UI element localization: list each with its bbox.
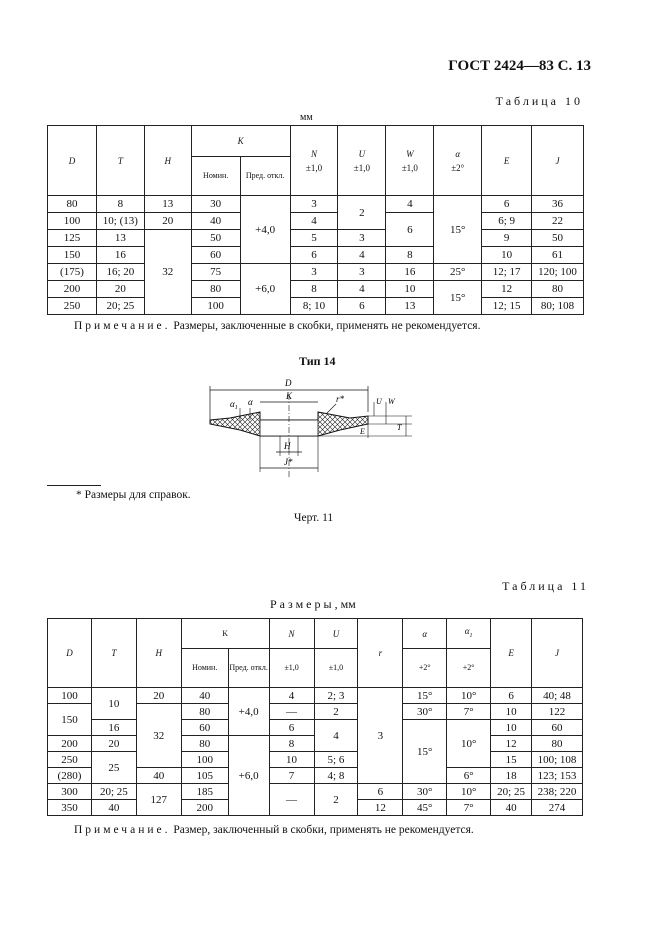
t10-head-E: E — [482, 126, 532, 196]
t11-cell: 40; 48 — [532, 688, 583, 704]
t11-cell: — — [269, 784, 314, 816]
t10-cell: 15° — [434, 281, 482, 315]
t11-cell: 7° — [447, 800, 491, 816]
t10-cell: 80 — [191, 281, 240, 298]
figure-footnote: * Размеры для справок. — [76, 489, 191, 501]
t11-cell: 10 — [91, 688, 136, 720]
t11-cell: +4,0 — [228, 688, 269, 736]
table11-caption: Таблица 11 — [502, 579, 589, 593]
t10-cell: 61 — [532, 247, 584, 264]
t10-cell: 200 — [48, 281, 97, 298]
t11-head-N: N — [269, 619, 314, 649]
t11-cell: 350 — [48, 800, 92, 816]
t11-cell: 40 — [491, 800, 532, 816]
t10-head-U: U ±1,0 — [338, 126, 386, 196]
t10-cell: 6; 9 — [482, 213, 532, 230]
t11-cell: 40 — [136, 768, 181, 784]
figure-caption: Черт. 11 — [294, 512, 334, 524]
t10-cell: +6,0 — [240, 264, 290, 315]
t11-cell: 4; 8 — [314, 768, 358, 784]
t10-cell: 12; 17 — [482, 264, 532, 281]
t11-cell: 80 — [532, 736, 583, 752]
t11-cell: 60 — [181, 720, 228, 736]
t10-cell: 3 — [338, 230, 386, 247]
t11-head-alpha: α — [403, 619, 447, 649]
t10-head-J: J — [532, 126, 584, 196]
t11-cell: 18 — [491, 768, 532, 784]
t10-head-W: W ±1,0 — [386, 126, 434, 196]
t10-cell: 6 — [338, 298, 386, 315]
t11-cell: 2 — [314, 784, 358, 816]
t10-cell: 13 — [386, 298, 434, 315]
t11-head-U: U — [314, 619, 358, 649]
t11-cell: 60 — [532, 720, 583, 736]
t11-head-H: H — [136, 619, 181, 688]
t11-cell: 5; 6 — [314, 752, 358, 768]
t11-cell: 20 — [91, 736, 136, 752]
t10-cell: 6 — [386, 213, 434, 247]
t10-cell: 125 — [48, 230, 97, 247]
label-T: T — [397, 423, 402, 432]
t11-cell: 100 — [181, 752, 228, 768]
t11-cell: 200 — [181, 800, 228, 816]
t10-head-H: H — [144, 126, 191, 196]
t11-cell: 3 — [358, 688, 403, 784]
t11-head-alpha1: $\alpha_1$ — [447, 619, 491, 649]
t11-cell: 6° — [447, 768, 491, 784]
t10-cell: 12; 15 — [482, 298, 532, 315]
t11-cell: 200 — [48, 736, 92, 752]
t11-cell: 122 — [532, 704, 583, 720]
t11-cell: +6,0 — [228, 736, 269, 816]
t11-cell: 2 — [314, 704, 358, 720]
label-r: r* — [336, 394, 345, 404]
t11-head-E: E — [491, 619, 532, 688]
t11-head-T: T — [91, 619, 136, 688]
t11-cell: 6 — [358, 784, 403, 800]
footnote-rule — [47, 485, 101, 486]
t11-head-D: D — [48, 619, 92, 688]
t11-cell: 20; 25 — [91, 784, 136, 800]
t10-head-K: K — [191, 126, 290, 157]
t11-cell: 10 — [491, 704, 532, 720]
t11-head-alpha-tol: +2° — [403, 649, 447, 688]
table10-note: Примечание. Размеры, заключенные в скобки, применять не рекомендуется. — [74, 320, 481, 332]
figure-title: Тип 14 — [299, 354, 336, 368]
t10-cell: 150 — [48, 247, 97, 264]
table11-note: Примечание. Размер, заключенный в скобки, применять не рекомендуется. — [74, 824, 474, 836]
table10 — [47, 125, 584, 315]
t11-cell: 10° — [447, 688, 491, 704]
t11-head-U-tol: ±1,0 — [314, 649, 358, 688]
t11-cell: 185 — [181, 784, 228, 800]
t10-head-nom: Номин. — [191, 157, 240, 196]
t10-cell: 4 — [386, 196, 434, 213]
t11-cell: 12 — [491, 736, 532, 752]
t11-cell: 16 — [91, 720, 136, 736]
t11-cell: 40 — [181, 688, 228, 704]
t11-cell: — — [269, 704, 314, 720]
wheel-drawing — [200, 372, 430, 487]
t10-cell: 3 — [290, 264, 338, 281]
t10-head-T: T — [96, 126, 144, 196]
t11-cell: (280) — [48, 768, 92, 784]
t11-cell: 6 — [491, 688, 532, 704]
t11-head-nom: Номин. — [181, 649, 228, 688]
t11-cell: 105 — [181, 768, 228, 784]
t11-cell: 30° — [403, 784, 447, 800]
t10-cell: 4 — [338, 247, 386, 264]
t10-cell: 6 — [290, 247, 338, 264]
t11-cell: 45° — [403, 800, 447, 816]
label-E: E — [360, 427, 365, 436]
t11-cell: 12 — [358, 800, 403, 816]
t10-cell: 20; 25 — [96, 298, 144, 315]
label-K: K — [286, 391, 293, 401]
t10-cell: 4 — [290, 213, 338, 230]
t10-head-dev: Пред. откл. — [240, 157, 290, 196]
t10-cell: 9 — [482, 230, 532, 247]
t11-cell: 7° — [447, 704, 491, 720]
t10-cell: 12 — [482, 281, 532, 298]
label-alpha1: $\alpha_1$ — [230, 399, 238, 411]
t10-cell: 16; 20 — [96, 264, 144, 281]
t10-cell: 100 — [48, 213, 97, 230]
t11-cell: 15 — [491, 752, 532, 768]
t10-cell: 8 — [290, 281, 338, 298]
label-H: H — [284, 441, 291, 451]
t11-cell: 100; 108 — [532, 752, 583, 768]
t11-cell: 40 — [91, 800, 136, 816]
t11-cell: 10° — [447, 784, 491, 800]
label-D: D — [285, 378, 292, 388]
t10-cell: 13 — [144, 196, 191, 213]
t10-cell: 13 — [96, 230, 144, 247]
t10-cell: 80 — [48, 196, 97, 213]
t10-cell: 22 — [532, 213, 584, 230]
t11-head-K: K — [181, 619, 269, 649]
t10-cell: 75 — [191, 264, 240, 281]
t10-cell: 120; 100 — [532, 264, 584, 281]
t10-cell: 10 — [386, 281, 434, 298]
page-header: ГОСТ 2424—83 С. 13 — [448, 58, 591, 74]
label-J: J* — [284, 457, 293, 467]
t11-cell: 100 — [48, 688, 92, 704]
t11-cell: 127 — [136, 784, 181, 816]
t11-cell: 274 — [532, 800, 583, 816]
t10-cell: 80 — [532, 281, 584, 298]
t10-cell: 60 — [191, 247, 240, 264]
t11-head-J: J — [532, 619, 583, 688]
t11-cell: 25 — [91, 752, 136, 784]
t11-head-N-tol: ±1,0 — [269, 649, 314, 688]
t11-cell: 80 — [181, 704, 228, 720]
t11-cell: 238; 220 — [532, 784, 583, 800]
t10-cell: 4 — [338, 281, 386, 298]
t11-cell: 4 — [314, 720, 358, 752]
t11-cell: 6 — [269, 720, 314, 736]
t11-cell: 10° — [447, 720, 491, 768]
t10-cell: 20 — [144, 213, 191, 230]
t11-cell: 300 — [48, 784, 92, 800]
t11-cell: 20 — [136, 688, 181, 704]
t11-cell: 32 — [136, 704, 181, 768]
t11-cell: 15° — [403, 720, 447, 784]
table11-subcaption: Размеры, мм — [270, 597, 356, 611]
t11-head-alpha1-tol: +2° — [447, 649, 491, 688]
t10-cell: 15° — [434, 196, 482, 264]
t10-cell: 250 — [48, 298, 97, 315]
t10-cell: 100 — [191, 298, 240, 315]
t10-cell: 10; (13) — [96, 213, 144, 230]
t11-cell: 2; 3 — [314, 688, 358, 704]
t11-cell: 4 — [269, 688, 314, 704]
t10-cell: 50 — [191, 230, 240, 247]
t11-cell: 30° — [403, 704, 447, 720]
t10-cell: 16 — [96, 247, 144, 264]
t11-cell: 15° — [403, 688, 447, 704]
t11-cell: 10 — [491, 720, 532, 736]
table11 — [47, 618, 583, 816]
t10-cell: 10 — [482, 247, 532, 264]
t10-cell: (175) — [48, 264, 97, 281]
t11-cell: 7 — [269, 768, 314, 784]
t10-cell: 32 — [144, 230, 191, 315]
t11-head-dev: Пред. откл. — [228, 649, 269, 688]
t10-cell: +4,0 — [240, 196, 290, 264]
t10-cell: 3 — [338, 264, 386, 281]
t10-head-N: N ±1,0 — [290, 126, 338, 196]
t11-cell: 80 — [181, 736, 228, 752]
t11-cell: 20; 25 — [491, 784, 532, 800]
t10-cell: 2 — [338, 196, 386, 230]
t11-head-r: r — [358, 619, 403, 688]
label-alpha: α — [248, 397, 253, 407]
table10-caption: Таблица 10 — [495, 94, 583, 108]
t10-head-D: D — [48, 126, 97, 196]
t11-cell: 10 — [269, 752, 314, 768]
t10-cell: 8; 10 — [290, 298, 338, 315]
t11-cell: 150 — [48, 704, 92, 736]
t10-cell: 50 — [532, 230, 584, 247]
t11-cell: 250 — [48, 752, 92, 768]
t10-cell: 25° — [434, 264, 482, 281]
t10-cell: 30 — [191, 196, 240, 213]
label-W: W — [388, 397, 395, 406]
t10-cell: 40 — [191, 213, 240, 230]
t10-cell: 8 — [386, 247, 434, 264]
t10-cell: 5 — [290, 230, 338, 247]
t10-cell: 8 — [96, 196, 144, 213]
t11-cell: 123; 153 — [532, 768, 583, 784]
t10-head-alpha: α ±2° — [434, 126, 482, 196]
t10-cell: 6 — [482, 196, 532, 213]
t11-cell: 8 — [269, 736, 314, 752]
t10-cell: 20 — [96, 281, 144, 298]
t10-cell: 36 — [532, 196, 584, 213]
t10-cell: 80; 108 — [532, 298, 584, 315]
t10-cell: 3 — [290, 196, 338, 213]
table10-unit: мм — [300, 112, 313, 123]
t10-cell: 16 — [386, 264, 434, 281]
label-U: U — [376, 397, 382, 406]
